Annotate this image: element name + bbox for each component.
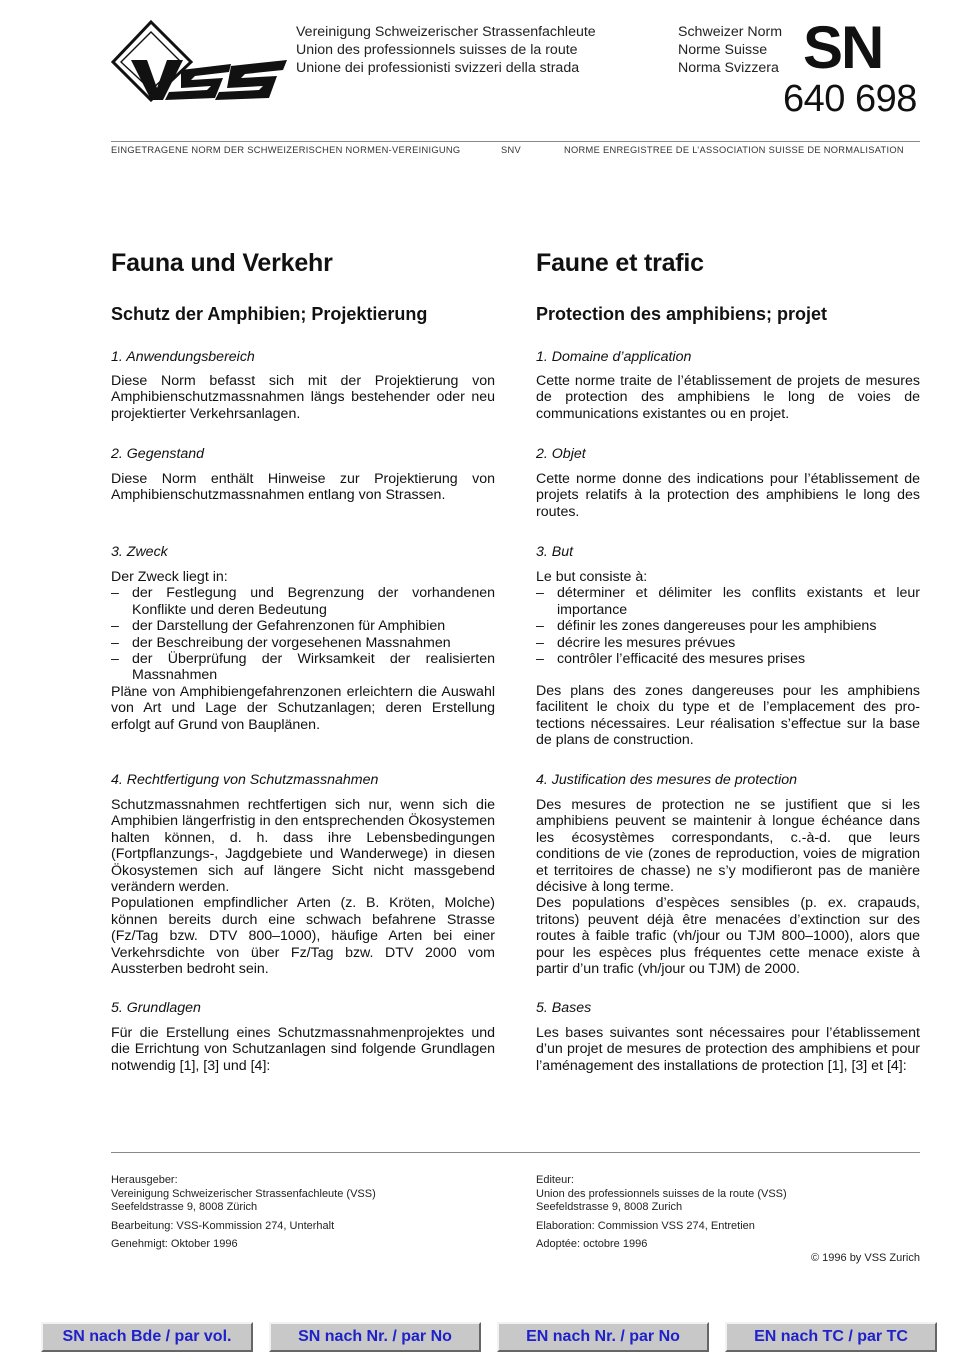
sn-by-number-button[interactable]	[269, 1322, 481, 1352]
list-item: – déterminer et délimiter les conflits existants et leur importance	[536, 585, 920, 618]
section-3-list-de	[111, 585, 495, 683]
norm-label-fr: Norme Suisse	[678, 42, 768, 58]
organisation-names	[296, 23, 596, 77]
copyright: © 1996 by VSS Zurich	[811, 1252, 920, 1264]
processing-de: Bearbeitung: VSS-Kommission 274, Unterhalt	[111, 1220, 335, 1232]
en-by-tc-button[interactable]	[725, 1322, 937, 1352]
list-item: – contrôler l’efficacité des mesures prises	[536, 651, 920, 667]
section-4-paragraph-1-fr: Des mesures de protection ne se justifient que si les amphibiens peuvent se maintenir à longue échéance dans les écosystèmes correspondants, c.-à-d. que leurs conditions de vie (zones de reproduction, voies de migration et territoires de chasse) ne s’y modifieront pas de manière décisive à long terme.	[536, 797, 920, 896]
publisher-address-fr: Seefeldstrasse 9, 8008 Zurich	[536, 1201, 683, 1213]
button-label: SN nach Nr. / par No	[298, 1328, 452, 1345]
subtitle-de-text: Schutz der Amphibien; Projektierung	[111, 304, 428, 324]
section-5-title-de: 5. Grundlagen	[111, 1000, 201, 1016]
list-item: – der Überprüfung der Wirksamkeit der realisierten Massnahmen	[111, 651, 495, 684]
list-item: – der Festlegung und Begrenzung der vorhandenen Konflikte und deren Bedeutung	[111, 585, 495, 618]
publisher-label-fr: Editeur:	[536, 1174, 574, 1186]
section-3-title-fr: 3. But	[536, 544, 574, 560]
section-5-paragraph-de: Für die Erstellung eines Schutzmassnahmenprojektes und die Errichtung von Schutzanlagen sind folgende Grundlagen notwendig [1], [3] und [4]:	[111, 1025, 495, 1074]
section-1-text-fr	[536, 373, 920, 422]
section-4-title-fr: 4. Justification des mesures de protection	[536, 772, 798, 788]
section-4-body-fr	[536, 797, 920, 977]
norm-type-labels	[678, 23, 782, 77]
section-3-list-fr	[536, 585, 920, 667]
section-2-paragraph-fr: Cette norme donne des indications pour l’établissement de projets relatifs à la protection des amphibiens le long des routes.	[536, 471, 920, 520]
norm-label-it: Norma Svizzera	[678, 60, 779, 76]
publisher-label-de: Herausgeber:	[111, 1174, 178, 1186]
registration-fr: NORME ENREGISTREE DE L’ASSOCIATION SUISSE DE NORMALISATION	[564, 145, 904, 155]
list-item: – définir les zones dangereuses pour les amphibiens	[536, 618, 920, 634]
section-5-title-fr: 5. Bases	[536, 1000, 592, 1016]
section-5-text-de	[111, 1025, 495, 1074]
registration-snv: SNV	[501, 145, 522, 155]
title-fr	[536, 248, 920, 278]
section-5-paragraph-fr: Les bases suivantes sont nécessaires pour l’établissement d’un projet de mesures de protection des amphibiens et pour l’aménagement des installations de protection [1], [3] et [4]:	[536, 1025, 920, 1074]
title-de	[111, 248, 495, 278]
section-5-text-fr	[536, 1025, 920, 1074]
list-item: – décrire les mesures prévues	[536, 635, 920, 651]
approved-de: Genehmigt: Oktober 1996	[111, 1238, 238, 1250]
section-3-body-de	[111, 569, 495, 733]
section-2-paragraph-de: Diese Norm enthält Hinweise zur Projektierung von Amphibienschutzmassnahmen entlang von Strassen.	[111, 471, 495, 504]
section-1-paragraph-fr: Cette norme traite de l’établissement de projets de mesures de protection des amphibiens le long de voies de communications existantes ou en projet.	[536, 373, 920, 422]
section-2-title-de: 2. Gegenstand	[111, 446, 205, 462]
section-3-after-de: Pläne von Amphibiengefahrenzonen erleichtern die Auswahl von Art und Lage der Schutzanlagen; deren Erstellung erfolgt auf Grund von Bauplänen.	[111, 683, 495, 733]
publisher-name-fr: Union des professionnels suisses de la route (VSS)	[536, 1188, 787, 1200]
subtitle-fr-text: Protection des amphibiens; projet	[536, 304, 828, 324]
section-4-paragraph-2-de: Populationen empfindlicher Arten (z. B. Kröten, Molche) können bereits durch eine schwach befahrene Strasse (Fz/Tag bzw. DTV 800–1000), häufige Arten bei einer Verkehrsdichte von über Fz/Tag bzw. DTV 2000 vom Aussterben bedroht sein.	[111, 895, 495, 978]
subtitle-fr	[536, 303, 920, 325]
registration-de: EINGETRAGENE NORM DER SCHWEIZERISCHEN NORMEN-VEREINIGUNG	[111, 145, 461, 155]
section-2-title-fr: 2. Objet	[536, 446, 586, 462]
section-1-title-fr: 1. Domaine d’application	[536, 349, 692, 365]
section-4-paragraph-2-fr: Des populations d’espèces sensibles (p. ex. crapauds, tritons) peuvent déjà être menacées d’extinction sur des routes à faible trafic (vh/jour ou TJM 800–1000), alors que pour les espèces plus fréquentes cette menace existe à partir d’un trafic (vh/jour ou TJM) de 2000.	[536, 895, 920, 978]
button-label: EN nach TC / par TC	[754, 1328, 908, 1345]
section-1-text-de	[111, 373, 495, 422]
vss-logo	[111, 20, 291, 102]
title-de-text: Fauna und Verkehr	[111, 249, 333, 277]
sn-by-volume-button[interactable]	[41, 1322, 253, 1352]
list-item: – der Beschreibung der vorgesehenen Massnahmen	[111, 635, 495, 651]
norm-label-de: Schweizer Norm	[678, 24, 783, 40]
section-4-title-de: 4. Rechtfertigung von Schutzmassnahmen	[111, 772, 379, 788]
section-3-after-fr: Des plans des zones dangereuses pour les amphibiens facilitent le choix du type et de l’emplacement des protections nécessaires. Leur réalisation s’effectue sur la base de plans de construction.	[536, 683, 920, 749]
section-2-text-de	[111, 471, 495, 504]
section-1-paragraph-de: Diese Norm befasst sich mit der Projektierung von Amphibienschutzmassnahmen längs bestehender oder neu projektierter Verkehrsanlagen.	[111, 373, 495, 422]
publisher-address-de: Seefeldstrasse 9, 8008 Zürich	[111, 1201, 258, 1213]
sn-logo: SN	[803, 14, 883, 81]
section-4-body-de	[111, 797, 495, 977]
button-label: SN nach Bde / par vol.	[62, 1328, 232, 1345]
publisher-name-de: Vereinigung Schweizerischer Strassenfachleute (VSS)	[111, 1188, 376, 1200]
footer-divider	[111, 1152, 920, 1153]
en-by-number-button[interactable]	[497, 1322, 709, 1352]
org-name-fr: Union des professionnels suisses de la route	[296, 42, 578, 58]
org-name-de: Vereinigung Schweizerischer Strassenfachleute	[296, 24, 596, 40]
section-3-body-fr	[536, 569, 920, 667]
list-item: – der Darstellung der Gefahrenzonen für Amphibien	[111, 618, 495, 634]
button-label: EN nach Nr. / par No	[526, 1328, 680, 1345]
processing-fr: Elaboration: Commission VSS 274, Entretien	[536, 1220, 755, 1232]
section-2-text-fr	[536, 471, 920, 520]
section-3-after-fr-block	[536, 683, 920, 749]
section-3-intro-fr: Le but consiste à:	[536, 569, 648, 585]
header-divider	[111, 141, 920, 142]
section-4-paragraph-1-de: Schutzmassnahmen rechtfertigen sich nur, wenn sich die Amphibien längerfristig in den entsprechenden Ökosystemen halten können, d. h. dass ihre Lebensbedingungen (Fortpflanzungs-, Jagdgebiete und Wanderwege) in diesen Ökosystemen sich auf längere Sicht nicht massgebend verändern werden.	[111, 797, 495, 896]
subtitle-de	[111, 303, 495, 325]
section-3-title-de: 3. Zweck	[111, 544, 168, 560]
norm-number: 640 698	[783, 78, 917, 120]
title-fr-text: Faune et trafic	[536, 249, 704, 277]
section-1-title-de: 1. Anwendungsbereich	[111, 349, 255, 365]
approved-fr: Adoptée: octobre 1996	[536, 1238, 648, 1250]
org-name-it: Unione dei professionisti svizzeri della strada	[296, 60, 580, 76]
section-3-intro-de: Der Zweck liegt in:	[111, 569, 228, 585]
